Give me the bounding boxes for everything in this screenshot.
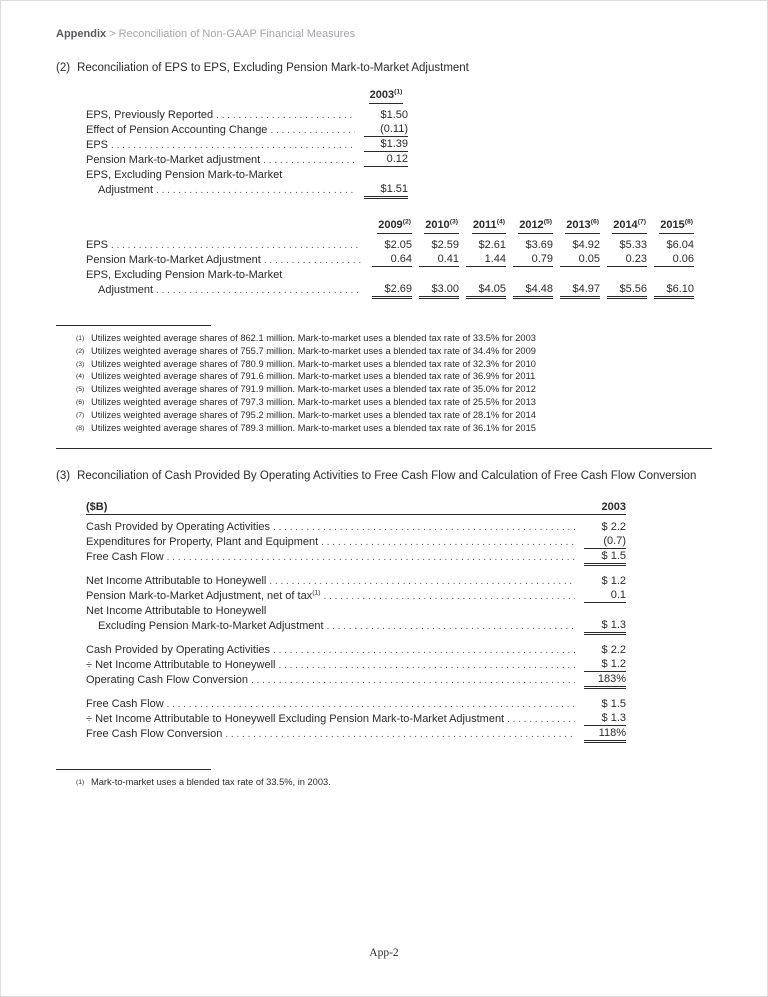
leader-dots [273, 521, 575, 534]
table-row [86, 237, 694, 252]
footnote-text: Utilizes weighted average shares of 862.1 million. Mark-to-market uses a blended tax rate of 33.5% for 2003 [91, 333, 536, 343]
row-label: EPS, Previously Reported [86, 109, 214, 121]
footnote-text: Utilizes weighted average shares of 795.2 million. Mark-to-market uses a blended tax rate of 28.1% for 2014 [91, 409, 536, 420]
section-divider [56, 448, 712, 449]
row-value: $2.05 [384, 239, 412, 251]
year-header [560, 219, 600, 234]
table2-header-row [86, 219, 694, 234]
footnote [76, 409, 712, 422]
row-label: Free Cash Flow [86, 698, 164, 711]
section2-footnotes [76, 332, 712, 434]
row-value: $4.48 [513, 283, 553, 297]
year-text: 2014$^{(7)}$ [612, 219, 647, 234]
leader-dots [269, 575, 575, 588]
footnote-marker: (1) [76, 335, 85, 342]
table-row [86, 167, 408, 182]
eps-2003-table [86, 89, 408, 197]
row-value: 0.1 [584, 589, 626, 603]
row-label: Cash Provided by Operating Activities [86, 644, 271, 657]
year-header [513, 219, 553, 234]
row-label: Operating Cash Flow Conversion [86, 674, 249, 687]
footnote-text: Utilizes weighted average shares of 791.6 million. Mark-to-market uses a blended tax rate of 36.9% for 2011 [91, 371, 536, 382]
footnote-ref: (5) [543, 218, 552, 226]
table-row [86, 122, 408, 137]
footnote-marker: (8) [76, 424, 85, 432]
row-label: EPS, Excluding Pension Mark-to-Market [86, 269, 283, 281]
footnote [76, 383, 712, 396]
table-row [86, 107, 408, 122]
row-value: 0.79 [513, 253, 553, 267]
year-text: 2015$^{(8)}$ [659, 219, 694, 234]
row-value: $1.39 [364, 138, 408, 152]
row-value: $ 2.2 [601, 644, 626, 657]
leader-dots [273, 644, 575, 657]
footnote-ref: (7) [637, 218, 646, 226]
leader-dots [278, 659, 575, 672]
leader-dots [225, 728, 575, 741]
table-row [86, 696, 626, 711]
row-value: $ 1.3 [584, 619, 626, 633]
leader-dots [216, 109, 355, 122]
row-label: Cash Provided by Operating Activities [86, 521, 271, 534]
table-group [86, 642, 626, 687]
row-value: $2.61 [478, 239, 506, 251]
table-header-row [86, 89, 408, 104]
section3-heading [56, 469, 712, 483]
table-row [86, 657, 626, 672]
footnote [76, 776, 712, 789]
breadcrumb-appendix: Appendix [56, 28, 107, 40]
table-row [86, 726, 626, 741]
section2-number: (2) [56, 62, 71, 74]
table-row [86, 534, 626, 549]
row-value: $4.97 [560, 283, 600, 297]
table-row [86, 267, 694, 282]
footnote-ref: (2) [402, 218, 411, 226]
row-value: 0.41 [419, 253, 459, 267]
leader-dots [263, 154, 355, 167]
row-label: EPS [86, 139, 109, 151]
year-text: 2012$^{(5)}$ [518, 219, 553, 234]
cash-flow-table [86, 497, 626, 741]
row-label: EPS, Excluding Pension Mark-to-Market [86, 169, 283, 181]
footnote-ref: (3) [449, 218, 458, 226]
year-text: 2010$^{(3)}$ [424, 219, 459, 234]
row-value: (0.11) [364, 123, 408, 137]
row-value: $1.50 [380, 109, 408, 121]
footnote-text: Mark-to-market uses a blended tax rate of 33.5%, in 2003. [91, 777, 331, 788]
row-label: ÷ Net Income Attributable to Honeywell Excluding Pension Mark-to-Market Adjustment [86, 713, 505, 726]
footnote-marker: (5) [76, 386, 85, 394]
year-header [466, 219, 506, 234]
row-value: $ 2.2 [601, 521, 626, 534]
table-row [86, 182, 408, 197]
row-value: $3.00 [419, 283, 459, 297]
year-text: 2009$^{(2)}$ [377, 219, 412, 234]
footnote-marker: (4) [76, 373, 85, 381]
row-label: Net Income Attributable to Honeywell [86, 575, 267, 588]
leader-dots [321, 536, 575, 549]
table-row [86, 137, 408, 152]
footnote-text: Utilizes weighted average shares of 791.9 million. Mark-to-market uses a blended tax rate of 35.0% for 2012 [91, 384, 536, 395]
row-value: $5.33 [619, 239, 647, 251]
leader-dots [270, 124, 355, 137]
footnote-text: Utilizes weighted average shares of 789.3 million. Mark-to-market uses a blended tax rate of 36.1% for 2015 [91, 422, 536, 433]
column-header-year: 2003 [601, 501, 626, 514]
row-value: $ 1.5 [601, 698, 626, 711]
row-label: Effect of Pension Accounting Change [86, 124, 268, 136]
footnote-ref: (1) [312, 589, 321, 597]
leader-dots [167, 551, 575, 564]
breadcrumb-section-title: > Reconciliation of Non-GAAP Financial Measures [106, 28, 356, 40]
row-value: 0.12 [364, 153, 408, 167]
row-label: ÷ Net Income Attributable to Honeywell [86, 659, 276, 672]
row-label: Pension Mark-to-Market Adjustment, net of tax$^{(1)}$ [86, 589, 321, 603]
section3-footnotes [76, 776, 712, 789]
row-value: $ 1.3 [584, 712, 626, 726]
row-label: Free Cash Flow Conversion [86, 728, 223, 741]
leader-dots [507, 713, 575, 726]
row-label: Adjustment [98, 184, 154, 196]
row-value: $2.69 [372, 283, 412, 297]
year-text: 2013$^{(6)}$ [565, 219, 600, 234]
footnote-marker: (6) [76, 398, 85, 406]
table-row [86, 642, 626, 657]
row-value: 0.05 [560, 253, 600, 267]
row-value: 0.23 [607, 253, 647, 267]
row-value: $3.69 [525, 239, 553, 251]
section2-title: Reconciliation of EPS to EPS, Excluding Pension Mark-to-Market Adjustment [77, 62, 469, 74]
section3-title: Reconciliation of Cash Provided By Operating Activities to Free Cash Flow and Calculation of Free Cash Flow Conversion [77, 470, 697, 483]
footnote-separator [56, 769, 211, 770]
row-value: $4.05 [466, 283, 506, 297]
row-value: $2.59 [431, 239, 459, 251]
table-row [86, 252, 694, 267]
row-label: Adjustment [98, 284, 154, 296]
row-value: $1.51 [364, 183, 408, 197]
footnote [76, 370, 712, 383]
column-header-unit: ($B) [86, 501, 108, 514]
table3-body [86, 519, 626, 741]
footnote [76, 332, 712, 345]
table-row [86, 711, 626, 726]
footnote-marker: (2) [76, 347, 85, 355]
row-value: $ 1.2 [584, 658, 626, 672]
row-label: Excluding Pension Mark-to-Market Adjustment [98, 620, 324, 633]
year-header [419, 219, 459, 234]
year-header [372, 219, 412, 234]
leader-dots [156, 284, 362, 297]
row-label: Net Income Attributable to Honeywell [86, 605, 267, 618]
section2-heading [56, 61, 712, 75]
eps-multi-year-table [86, 219, 694, 297]
leader-dots [264, 254, 362, 267]
leader-dots [324, 590, 575, 603]
footnote-text: Utilizes weighted average shares of 780.9 million. Mark-to-market uses a blended tax rate of 32.3% for 2010 [91, 358, 536, 369]
table-row [86, 282, 694, 297]
row-value: 1.44 [466, 253, 506, 267]
row-label: Pension Mark-to-Market Adjustment [86, 254, 261, 266]
table-group [86, 573, 626, 633]
year-text: 2003$^{(1)}$ [369, 89, 404, 104]
year-text: 2011$^{(4)}$ [472, 219, 506, 234]
row-value: $ 1.2 [601, 575, 626, 588]
leader-dots [327, 620, 575, 633]
footnote-marker: (1) [76, 779, 85, 787]
row-value: (0.7) [584, 535, 626, 549]
row-value: $6.10 [654, 283, 694, 297]
footnote [76, 422, 712, 435]
breadcrumb [56, 27, 712, 41]
year-header [364, 89, 408, 104]
footnote-ref: (4) [496, 218, 505, 226]
footnote-ref: (1) [394, 88, 403, 96]
row-value: $ 1.5 [584, 550, 626, 564]
table-row [86, 549, 626, 564]
row-label: EPS [86, 239, 109, 251]
section3-number: (3) [56, 470, 71, 483]
leader-dots [111, 139, 355, 152]
table3-header-row [86, 497, 626, 515]
row-value: 0.06 [654, 253, 694, 267]
table-row [86, 152, 408, 167]
row-value: 118% [584, 727, 626, 741]
footnote-ref: (6) [590, 218, 599, 226]
row-label: Pension Mark-to-Market adjustment [86, 154, 261, 166]
leader-dots [167, 698, 575, 711]
row-value: $5.56 [607, 283, 647, 297]
row-value: $6.04 [666, 239, 694, 251]
footnote-ref: (8) [684, 218, 693, 226]
footnote [76, 345, 712, 358]
footnote-marker: (7) [76, 411, 85, 419]
footnote [76, 396, 712, 409]
table-row [86, 672, 626, 687]
year-header [607, 219, 647, 234]
leader-dots [156, 184, 355, 197]
row-value: 183% [584, 673, 626, 687]
row-label: Expenditures for Property, Plant and Equipment [86, 536, 319, 549]
table-row [86, 603, 626, 618]
table-row [86, 519, 626, 534]
row-label: Free Cash Flow [86, 551, 164, 564]
row-value: $4.92 [572, 239, 600, 251]
row-value: 0.64 [372, 253, 412, 267]
table-row [86, 588, 626, 603]
year-header [654, 219, 694, 234]
footnote-text: Utilizes weighted average shares of 797.3 million. Mark-to-market uses a blended tax rate of 25.5% for 2013 [91, 396, 536, 407]
footnote-marker: (3) [76, 360, 85, 368]
leader-dots [111, 239, 362, 252]
page-number: App-2 [369, 947, 399, 959]
table-row [86, 618, 626, 633]
footnote-text: Utilizes weighted average shares of 755.7 million. Mark-to-market uses a blended tax rate of 34.4% for 2009 [91, 345, 536, 356]
footnote-separator [56, 325, 211, 326]
table-group [86, 696, 626, 741]
table-row [86, 573, 626, 588]
leader-dots [251, 674, 575, 687]
footnote [76, 358, 712, 371]
table-group [86, 519, 626, 564]
